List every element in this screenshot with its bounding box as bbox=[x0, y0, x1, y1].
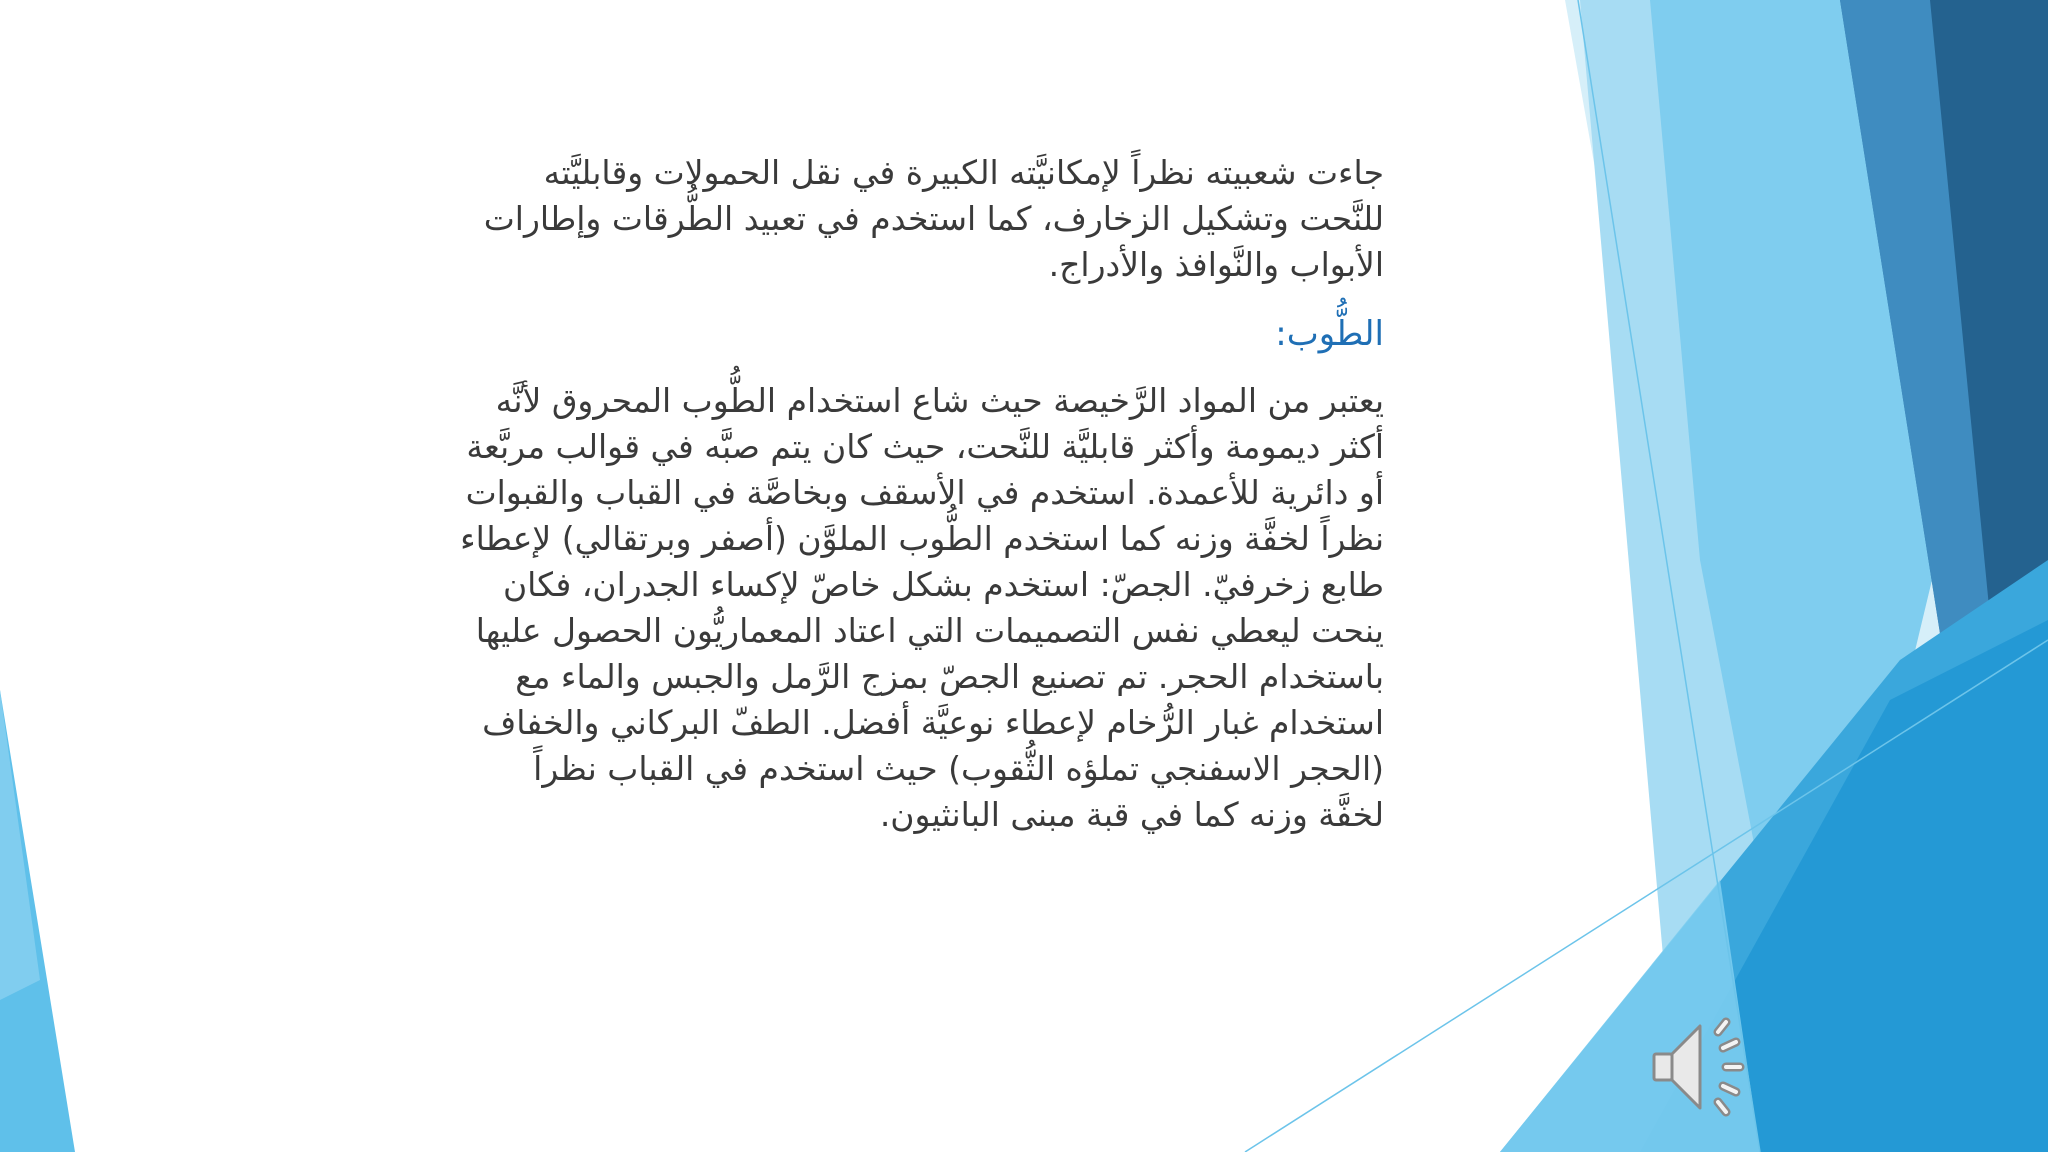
body-paragraph-2: يعتبر من المواد الرَّخيصة حيث شاع استخدام الطُّوب المحروق لأنَّه أكثر ديمومة وأكثر قابليَّة للنَّحت، حيث كان يتم صبَّه في قوالب مربَّعة أو دائرية للأعمدة. استخدم في الأسقف وبخاصَّة في القباب والقبوات نظراً لخفَّة وزنه كما استخدم الطُّوب الملوَّن (أصفر وبرتقالي) لإعطاء طابع زخرفيّ. الجصّ: استخدم بشكل خاصّ لإكساء الجدران، فكان ينحت ليعطي نفس التصميمات التي اعتاد المعماريُّون الحصول عليها باستخدام الحجر. تم تصنيع الجصّ بمزج الرَّمل والجبس والماء مع استخدام غبار الرُّخام لإعطاء نوعيَّة أفضل. الطفّ البركاني والخفاف (الحجر الاسفنجي تملؤه الثُّقوب) حيث استخدم في القباب نظراً لخفَّة وزنه كما في قبة مبنى البانثيون. bbox=[460, 381, 1384, 834]
speaker-icon[interactable] bbox=[1650, 1012, 1760, 1122]
section-heading: الطُّوب: bbox=[1275, 314, 1384, 354]
left-accent-shape-light bbox=[0, 690, 40, 1000]
body-paragraph-1: جاءت شعبيته نظراً لإمكانيَّته الكبيرة في نقل الحمولات وقابليَّته للنَّحت وتشكيل الزخارف، كما استخدم في تعبيد الطُّرقات وإطارات الأبواب والنَّوافذ والأدراج. bbox=[483, 153, 1384, 284]
